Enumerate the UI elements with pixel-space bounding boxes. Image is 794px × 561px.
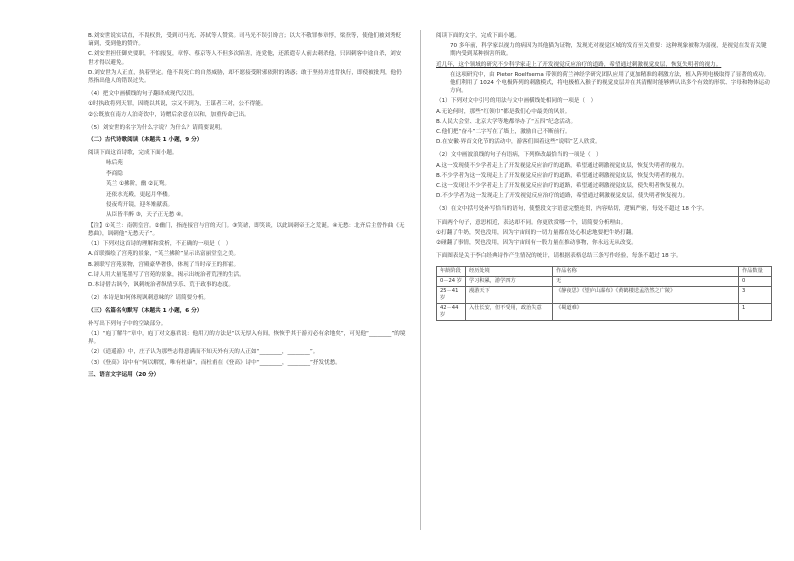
table-cell: 《静夜思》《望庐山瀑布》《黄鹤楼送孟浩然之广陵》 [553,287,739,304]
lang-question-3: （3）在文中括号处补写恰当的语句，使整段文字语意完整连贯，内容贴切，逻辑严密，每处不超过 18 个字。 [436,206,708,213]
section-language-heading: 三、语言文字运用（20 分） [88,371,160,378]
poem-line: 还依水光殿，更起月华楼。 [106,191,174,198]
table-cell: 无 [553,277,739,287]
table-cell: 3 [739,287,772,304]
poem-author: 李商隐 [106,170,123,177]
poem-intro: 阅读下面这首诗歌，完成下面小题。 [88,150,178,157]
poem-note: 【注】①芄兰：南朝皇宫。②幽门，指连接宫与宫的天门。③笑谑，即笑谈，以此讽刺帝王之荒诞。④无愁：北齐后主曾作曲《无愁曲》，讽刺他“无愁天子”。 [88,222,405,238]
option-b: B.刘安世说实话直，不畏权贵，受到司马光、苏轼等人赞赏。司马光不误引谗言；以大不敬罪参章惇，梁焘等，使他们被刘秀贬谪到，受到他的赞许。 [88,33,402,48]
poem-option-b: B.颔联写宫苑景物，宫殿豪华奢侈，体现了当时帝王的挥霍。 [88,261,240,268]
passage-underlined-sentence: 近几年，这个领域的研究不少科学家走上了开发视觉反应治疗的道路，希望通过刺激视觉皮层，恢复失明者的视力。 [436,61,722,68]
fill-question-2: （2）《逍遥游》中，庄子认为那些志得意满而不知天外有天的人正如“________，________”。 [88,349,319,356]
lang-question-2: （2）文中画波浪线的句子有语病，下列修改最恰当的一项是（ ） [436,152,602,159]
poetry-stats-table [436,266,772,321]
table-header-cell: 作品名称 [553,267,739,277]
lang-q2-option-a: A.这一发现使不少学者走上了开发视觉反应治疗的道路，希望通过刺激视觉皮层，恢复失明者的视力。 [436,162,688,169]
left-column [88,32,406,381]
lang-q2-option-c: C.这一发现让不少学者走上了开发视觉反应治疗的道路，希望通过刺激视觉皮层，使失明者恢复视力。 [436,183,688,190]
table-cell: 漫游天下 [466,287,553,304]
lang-question-1: （1）下列对文中引号的用法与文中画横线处相同的一项是（ ） [436,98,597,105]
lang-option-d: D.在安徽·界首文化节的活动中，游客们围着这些“说唱”艺人欣赏。 [436,139,601,146]
table-intro: 下面图表是关于李白经典诗作产生情况的统计，请根据表格总结三条写作经验，每条不超过 18 字。 [436,253,682,260]
table-cell: 0－24 岁 [437,277,466,287]
passage-paragraph-2: 在这项研究中，由 Pieter Roelfsema 带领的荷兰神经学研究团队应用了更加精准的刺激方法，植入阵列电极取得了显著的成功。他们利用了 1024 个电极阵列的刺激模式，将电极植入猴子的视觉皮层并在其清醒时能够辨认出多个有效的形状、字母和物体运动方向。 [450,71,770,95]
poem-line: 从臣皆半醉 ③，天子正无愁 ④。 [106,212,187,219]
poem-question-2: （2）本诗是如何体现讽刺意味的？请简要分析。 [88,295,210,302]
poem [88,159,406,219]
question-4-item-1: ①时执政将列天罪，因晓以其说，宗又不到为，王谋者三对，公不得能。 [88,101,267,108]
reading-intro: 阅读下面的文字，完成下面小题。 [436,33,520,39]
question-5: （5）刘安世的名字为什么字说？为什么？请简要说明。 [88,124,226,131]
lang-q2-option-b: B.不少学者为这一发现走上了开发视觉反应治疗的道路，希望通过刺激视觉皮层，恢复失明者的视力。 [436,172,688,179]
fill-intro: 补写出下列句子中的空缺部分。 [88,320,167,327]
question-4-item-2: ②公既放在南方人泊奇饮中，诗赠后余意在以和，加重传命已出。 [88,111,250,118]
poem-question-1: （1）下列对这首诗的理解和赏析，不正确的一项是（ ） [88,241,232,248]
table-cell: 25－41 岁 [437,287,466,304]
table-header-cell: 作品数量 [739,267,772,277]
question-4: （4）把文中画横线的句子翻译成现代汉语。 [88,91,198,98]
poem-option-a: A.首联描绘了宫苑的景象，“芄兰拂阶”显示出富丽堂皇之美。 [88,251,240,258]
poem-line: 侵夜鸾开镜，迎冬雉献裘。 [106,202,174,209]
lang-q2-option-d: D.不少学者为这一发现走上了开发视觉反应治疗的道路，希望通过刺激视觉皮层，使失明者恢复视力。 [436,193,689,200]
section-poetry-heading: （二）古代诗歌阅读（本题共 1 小题，9 分） [88,137,203,144]
table-cell: 42－44 岁 [437,304,466,321]
table-header-cell: 年龄阶段 [437,267,466,277]
right-column [436,32,772,321]
table-cell: 1 [739,304,772,321]
lang-option-a: A.无论何时，那些“红领巾”都是我们心中最美的风景。 [436,108,571,115]
table-row [437,287,772,304]
sentence-pair-intro: 下面两个句子，意思相近，表达却不同。你更欣赏哪一个，请简要分析理由。 [436,219,627,226]
sentence-pair-1: ①打翻了牛奶，哭也没用，因为宇宙间的一切力量都在处心积虑地要把牛奶打翻。 [436,229,637,236]
table-cell: 0 [739,277,772,287]
table-header-row [437,267,772,277]
passage-paragraph-1: 70 多年前，科学家以视力的病因为其他猫为证物，发现光对视觉区域的发育至关重要：这种现象被称为弱视，是视觉在发育关键期内受到某种损害所致。 [450,43,767,58]
table-cell: 入仕长安，但不受用，政治失意 [466,304,553,321]
sentence-pair-2: ②碰翻了事情，哭也没用，因为宇宙间有一股力量在推动事物，你永远无从改变。 [436,240,637,247]
lang-option-c: C.他们把“奋斗”二字写在了墙上，激励自己不断前行。 [436,129,571,136]
table-cell: 学习积累，游学四方 [466,277,553,287]
poem-option-c: C.诗人用大量笔墨写了宫苑的景象，揭示出统治者荒淫的生活。 [88,271,245,278]
table-cell: 《蜀道难》 [553,304,739,321]
poem-title: 咏后苑 [106,160,123,167]
option-c: C.刘安世担任御史要职，不怕报复，章惇、蔡京等人不但多次陷害，连党他，还派遣专人前去刺杀他，只因刺客中途自杀，刘安世才得以避免。 [88,51,402,66]
poem-line: 芄兰 ①拂阶，幽 ②瓦鸳。 [106,181,170,188]
table-row [437,277,772,287]
fill-question-3: （3）《登高》诗中有“何以解忧，唯有杜康”，而杜甫在《登高》诗中“________，________”抒发忧愁。 [88,359,341,366]
poem-option-d: D.本诗借古讽今，讽刺统治者纵情享乐、荒于政事的态度。 [88,282,234,289]
table-row [437,304,772,321]
lang-option-b: B.人民大会堂、北京大学等地都举办了“五四”纪念活动。 [436,118,577,125]
fill-question-1: （1）“庖丁解牛”章中，庖丁对文惠君说：他用刀的方法是“以无厚入有间，恢恢乎其于游刃必有余地矣”，可见他“________”的境界。 [88,330,406,346]
column-divider [420,30,421,530]
table-header-cell: 经历处境 [466,267,553,277]
option-d: D.刘安世为人正直，执着坚定。他不畏死亡的自然威胁，却不愿接受附邪依附的诱惑；敢于坚持并违背执行，即使被批判，他仍然指出他人的错误过失。 [88,69,402,85]
section-recitation-heading: （三）名篇名句默写（本题共 1 小题，6 分） [88,307,203,314]
